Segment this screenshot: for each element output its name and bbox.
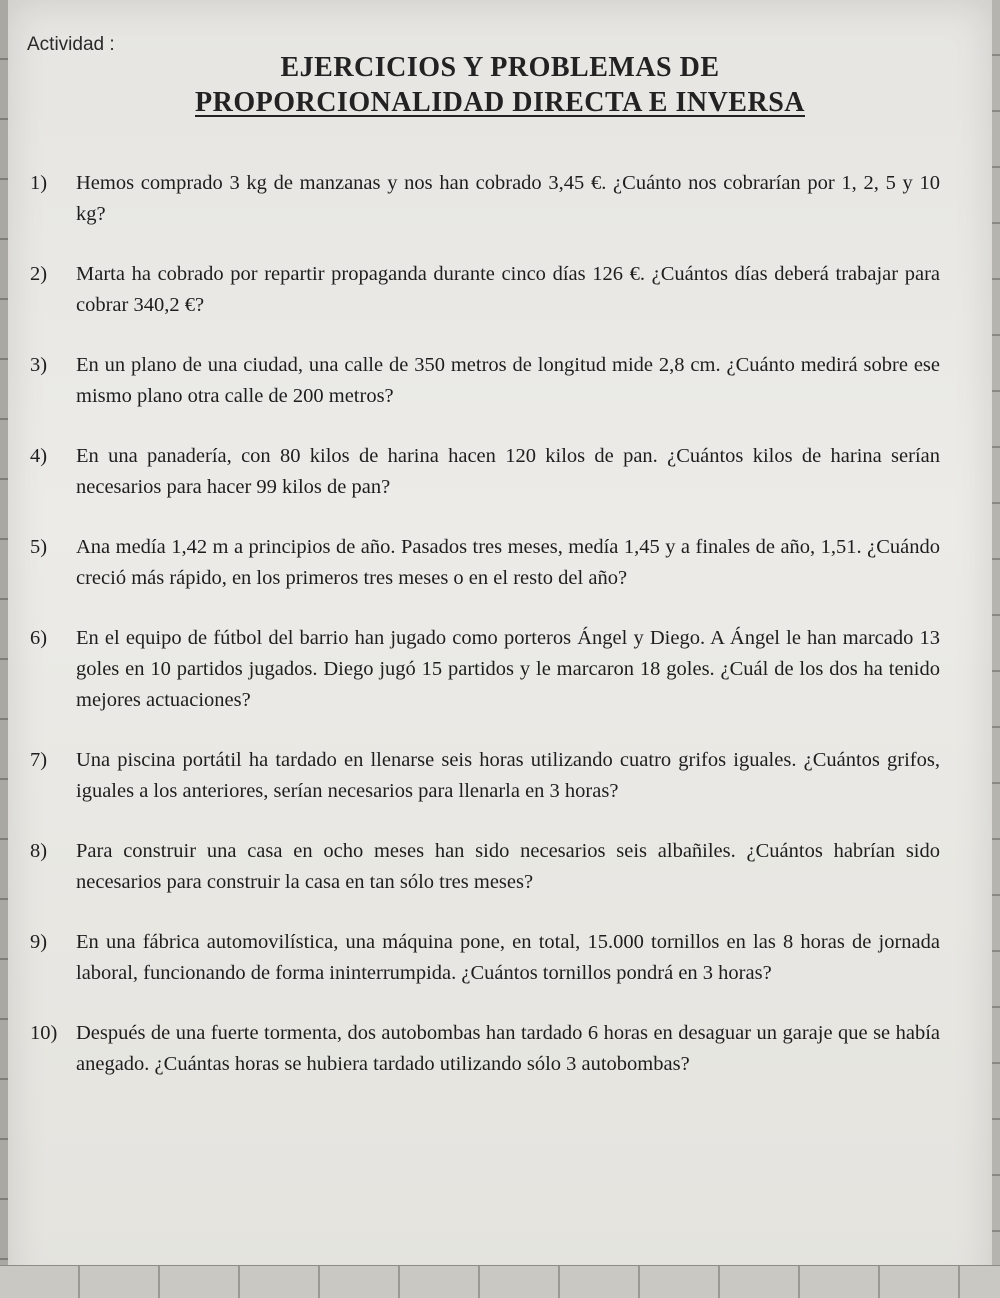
- problem-8: [30, 836, 940, 898]
- page-edge-right: [992, 0, 1000, 1298]
- problem-6: [30, 623, 940, 716]
- activity-label: Actividad :: [27, 34, 115, 55]
- problem-text: En una fábrica automovilística, una máquina pone, en total, 15.000 tornillos en las 8 horas de jornada laboral, funcionando de forma ininterrumpida. ¿Cuántos tornillos pondrá en 3 horas?: [76, 931, 940, 984]
- problem-5: [30, 532, 940, 594]
- problem-text: Hemos comprado 3 kg de manzanas y nos han cobrado 3,45 €. ¿Cuánto nos cobrarían por 1, 2, 5 y 10 kg?: [76, 172, 940, 225]
- problem-list: [30, 168, 940, 1080]
- title-line-1: EJERCICIOS Y PROBLEMAS DE: [280, 52, 720, 83]
- problem-9: [30, 927, 940, 989]
- problem-3: [30, 350, 940, 412]
- page-edge-left: [0, 0, 8, 1298]
- problem-text: En una panadería, con 80 kilos de harina hacen 120 kilos de pan. ¿Cuántos kilos de harina serían necesarios para hacer 99 kilos de pan?: [76, 445, 940, 498]
- problem-text: Una piscina portátil ha tardado en llenarse seis horas utilizando cuatro grifos iguales. ¿Cuántos grifos, iguales a los anteriores, serían necesarios para llenarla en 3 horas?: [76, 749, 940, 802]
- title-line-2: PROPORCIONALIDAD DIRECTA E INVERSA: [195, 87, 805, 118]
- problem-number: 5): [30, 536, 48, 558]
- problem-number: 10): [30, 1022, 58, 1044]
- problem-number: 9): [30, 931, 48, 953]
- problem-number: 1): [30, 172, 48, 194]
- problem-4: [30, 441, 940, 503]
- problem-2: [30, 259, 940, 321]
- problem-number: 2): [30, 263, 48, 285]
- problem-number: 4): [30, 445, 48, 467]
- problem-number: 3): [30, 354, 48, 376]
- page-bottom-edge: [0, 1265, 1000, 1298]
- problem-text: Después de una fuerte tormenta, dos autobombas han tardado 6 horas en desaguar un garaje que se había anegado. ¿Cuántas horas se hubiera tardado utilizando sólo 3 autobombas?: [76, 1022, 940, 1075]
- problem-text: Para construir una casa en ocho meses han sido necesarios seis albañiles. ¿Cuántos habrían sido necesarios para construir la casa en tan sólo tres meses?: [76, 840, 940, 893]
- problem-text: En el equipo de fútbol del barrio han jugado como porteros Ángel y Diego. A Ángel le han marcado 13 goles en 10 partidos jugados. Diego jugó 15 partidos y le marcaron 18 goles. ¿Cuál de los dos ha tenido mejores actuaciones?: [76, 627, 940, 711]
- problem-text: Ana medía 1,42 m a principios de año. Pasados tres meses, medía 1,45 y a finales de año, 1,51. ¿Cuándo creció más rápido, en los primeros tres meses o en el resto del año?: [76, 536, 940, 589]
- problem-number: 6): [30, 627, 48, 649]
- problem-text: Marta ha cobrado por repartir propaganda durante cinco días 126 €. ¿Cuántos días deberá trabajar para cobrar 340,2 €?: [76, 263, 940, 316]
- problem-number: 7): [30, 749, 48, 771]
- problem-number: 8): [30, 840, 48, 862]
- problem-7: [30, 745, 940, 807]
- problem-10: [30, 1018, 940, 1080]
- problem-1: [30, 168, 940, 230]
- problem-text: En un plano de una ciudad, una calle de 350 metros de longitud mide 2,8 cm. ¿Cuánto medirá sobre ese mismo plano otra calle de 200 metros?: [76, 354, 940, 407]
